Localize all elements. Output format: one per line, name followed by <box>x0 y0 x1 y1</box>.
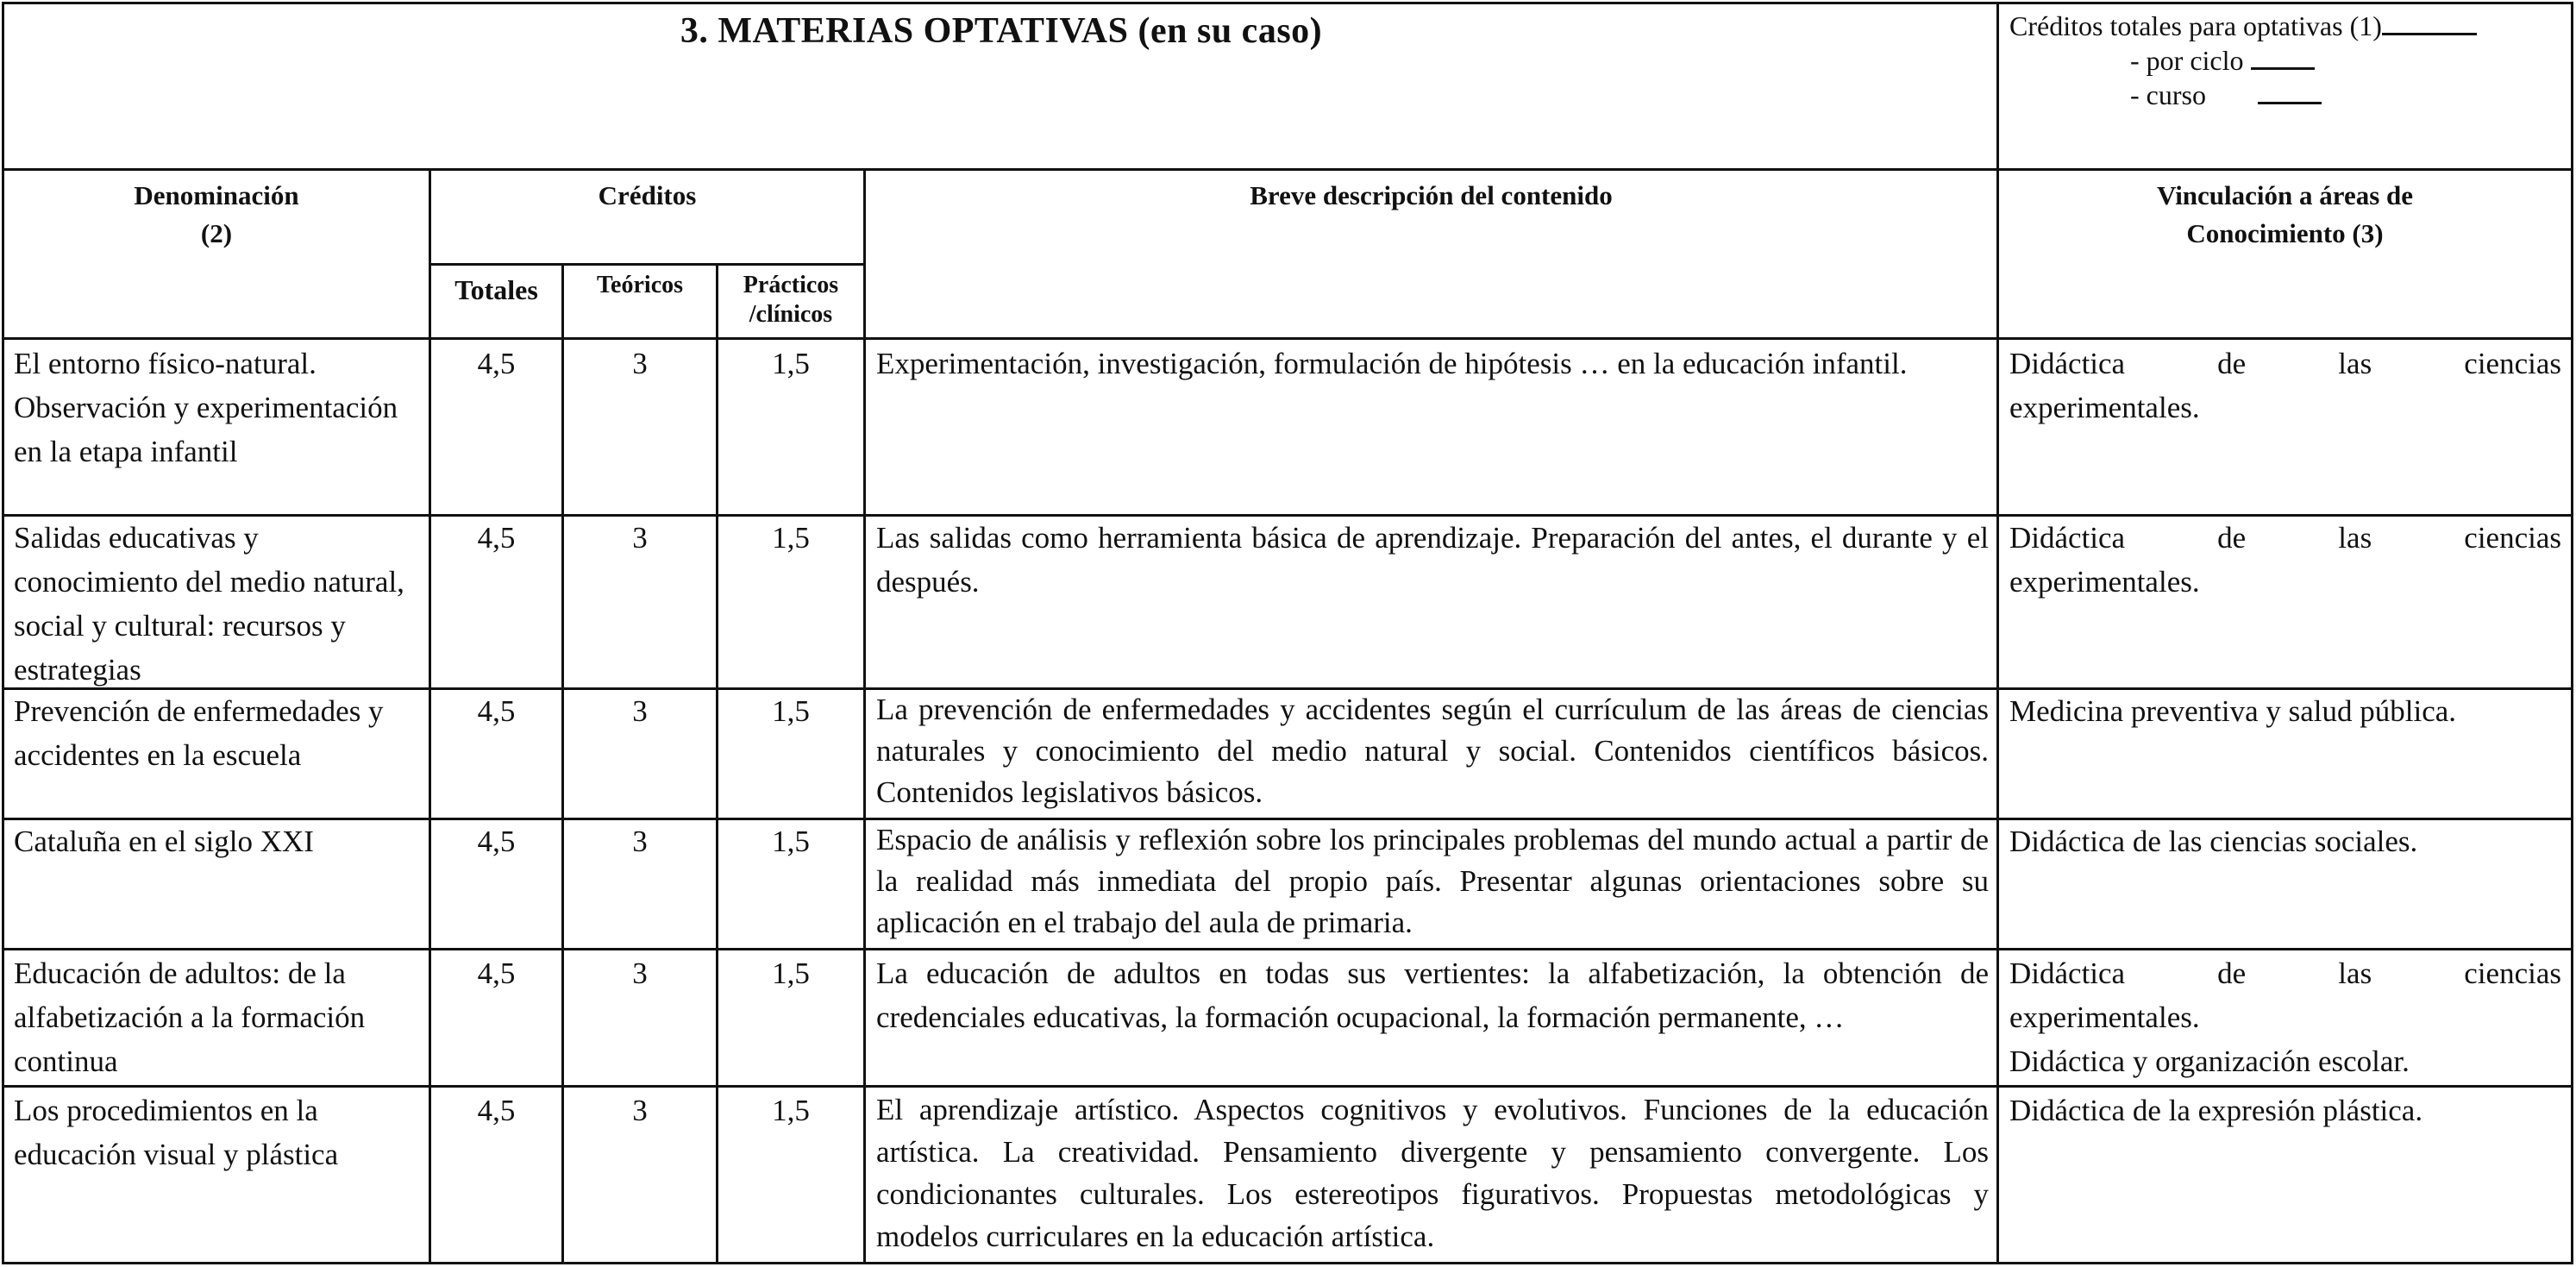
header-denominacion-label: Denominación <box>134 180 299 210</box>
header-totales: Totales <box>454 274 538 305</box>
header-descripcion: Breve descripción del contenido <box>1250 180 1613 210</box>
credits-total-label: Créditos totales para optativas (1) <box>2009 10 2382 41</box>
header-top-rule <box>2 168 2573 171</box>
header-creditos: Créditos <box>598 180 697 210</box>
row-1-area-a: Didáctica de las ciencias <box>2009 347 2561 380</box>
row-6-teoricos: 3 <box>632 1094 648 1127</box>
row-2-area-a: Didáctica de las ciencias <box>2009 521 2561 555</box>
row-3-practicos: 1,5 <box>772 694 810 728</box>
credits-curso-label: - curso <box>2130 79 2206 110</box>
row-5-name: Educación de adultos: de la alfabetización a la formación continua <box>14 957 366 1078</box>
header-practicos <box>718 271 863 329</box>
header-practicos-label: Prácticos <box>743 272 839 298</box>
row-1-practicos: 1,5 <box>772 347 810 380</box>
col-divider-practicos <box>863 168 866 1264</box>
row-4-practicos: 1,5 <box>772 825 810 858</box>
row-5-teoricos: 3 <box>632 957 648 990</box>
row-2-totales: 4,5 <box>477 521 516 555</box>
row-6-practicos: 1,5 <box>772 1094 810 1127</box>
border-bottom <box>2 1262 2573 1264</box>
row-1-area-b: experimentales. <box>2009 391 2200 424</box>
border-right <box>2571 2 2573 1264</box>
row-4-area: Didáctica de las ciencias sociales. <box>2009 825 2418 858</box>
header-denominacion <box>4 177 429 253</box>
row-1-description: Experimentación, investigación, formulación de hipótesis … en la educación infantil. <box>876 347 1908 380</box>
row-3-totales: 4,5 <box>477 694 516 728</box>
row-6-description: El aprendizaje artístico. Aspectos cognitivos y evolutivos. Funciones de la educación artística. La creatividad. Pensamiento divergente y pensamiento convergente. Los condicionantes culturales. Los estereotipos figurativos. Propuestas metodológicas y modelos curriculares en la educación artística. <box>876 1093 1989 1253</box>
row-3-teoricos: 3 <box>632 694 648 728</box>
credits-total-line <box>2009 9 2570 43</box>
row-5-area <box>2009 951 2561 1083</box>
credits-curso-blank <box>2258 81 2322 104</box>
row-5-area-b: experimentales. <box>2009 1000 2200 1034</box>
row-2-area-b: experimentales. <box>2009 565 2200 599</box>
row-4-teoricos: 3 <box>632 825 648 858</box>
header-bottom-rule <box>2 337 2573 340</box>
header-conocimiento-label: Conocimiento (3) <box>2186 218 2384 248</box>
row-6-area: Didáctica de la expresión plástica. <box>2009 1094 2423 1127</box>
row-6-name: Los procedimientos en la educación visual y plástica <box>14 1094 339 1171</box>
row-5-area-a: Didáctica de las ciencias <box>2009 957 2561 990</box>
credits-total-blank <box>2382 12 2477 35</box>
row-2-area <box>2009 516 2561 604</box>
row-1-name: El entorno físico-natural. Observación y experimentación en la etapa infantil <box>14 347 398 468</box>
row-4-totales: 4,5 <box>477 825 516 858</box>
row-3-name: Prevención de enfermedades y accidentes en la escuela <box>14 694 384 772</box>
row-6-totales: 4,5 <box>477 1094 516 1127</box>
header-denominacion-note: (2) <box>200 218 233 248</box>
row-1-area <box>2009 342 2561 430</box>
border-top <box>2 2 2573 4</box>
row-rule-5 <box>2 1085 2573 1088</box>
row-2-description: Las salidas como herramienta básica de aprendizaje. Preparación del antes, el durante y el después. <box>876 521 1989 599</box>
header-clinicos-label: /clínicos <box>749 301 833 328</box>
credits-curso-line <box>2009 78 2570 112</box>
creditos-subheader-rule <box>429 263 866 266</box>
row-5-totales: 4,5 <box>477 957 516 990</box>
header-vinculacion-label: Vinculación a áreas de <box>2156 180 2414 210</box>
header-teoricos: Teóricos <box>596 272 684 298</box>
row-5-area-c: Didáctica y organización escolar. <box>2009 1044 2410 1078</box>
row-1-totales: 4,5 <box>477 347 516 380</box>
page-title: 3. MATERIAS OPTATIVAS (en su caso) <box>680 11 1323 51</box>
header-vinculacion <box>1999 177 2571 253</box>
row-5-practicos: 1,5 <box>772 957 810 990</box>
row-2-teoricos: 3 <box>632 521 648 555</box>
row-4-name: Cataluña en el siglo XXI <box>14 825 314 858</box>
credits-ciclo-line <box>2009 43 2570 78</box>
row-rule-4 <box>2 948 2573 950</box>
row-5-description: La educación de adultos en todas sus vertientes: la alfabetización, la obtención de credenciales educativas, la formación ocupacional, la formación permanente, … <box>876 957 1989 1034</box>
row-3-description: La prevención de enfermedades y accidentes según el currículum de las áreas de ciencias naturales y conocimiento del medio natural y social. Contenidos científicos básicos. Contenidos legislativos básicos. <box>876 693 1989 809</box>
credits-box <box>2009 9 2570 112</box>
title-band-divider <box>1996 2 1999 170</box>
credits-ciclo-label: - por ciclo <box>2130 45 2244 76</box>
row-2-name: Salidas educativas y conocimiento del medio natural, social y cultural: recursos y estrategias <box>14 521 404 687</box>
col-divider-descripcion <box>1996 168 1999 1264</box>
credits-ciclo-blank <box>2251 47 2315 70</box>
row-1-teoricos: 3 <box>632 347 648 380</box>
row-2-practicos: 1,5 <box>772 521 810 555</box>
row-4-description: Espacio de análisis y reflexión sobre los principales problemas del mundo actual a partir de la realidad más inmediata del propio país. Presentar algunas orientaciones sobre su aplicación en el trabajo del aula de primaria. <box>876 823 1989 939</box>
row-3-area: Medicina preventiva y salud pública. <box>2009 694 2457 728</box>
